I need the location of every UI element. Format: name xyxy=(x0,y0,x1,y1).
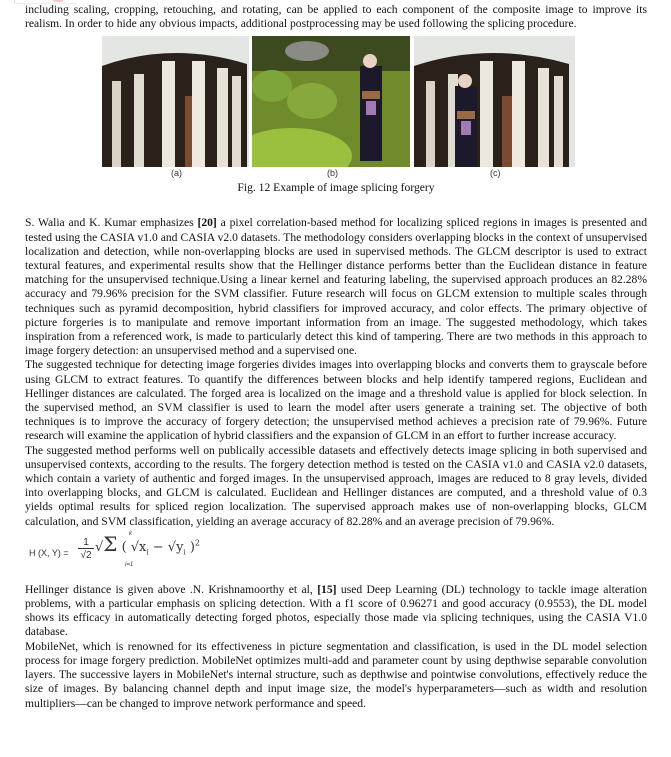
formula-denominator: √2 xyxy=(80,549,92,561)
panel-label-a: (a) xyxy=(171,168,182,179)
paragraph-technique: The suggested technique for detecting image forgeries divides images into overlapping blocks and converts them to grayscale before using GLCM to extract features. To quantify the differences between blocks and help identify tampered regions, Euclidean and Hellinger distances are calculated. The forged area is localized on the image and a threshold value is applied for block selection. In the supervised method, an SVM classifier is used to learn the model after users generate a training set. The objective of both techniques is to improve the accuracy of forgery detection; the unsupervised method achieves a precision rate of 79.96%. Future research will examine the application of hybrid classifiers and the expansion of GLCM in an effort to further increase accuracy. xyxy=(25,358,647,443)
figure-panel-b-garden-image xyxy=(252,36,410,167)
formula-fraction xyxy=(78,537,94,562)
paragraph-results: The suggested method performs well on publically accessible datasets and effectively detects image splicing in both supervised and unsupervised contexts, according to the results. The forgery detection method is tested on the CASIA v1.0 and CASIA v2.0 datasets, which contain a variety of authentic and forged images. In the unsupervised approach, images are reduced to 8 gray levels, divided into overlapping blocks, and GLCM is calculated. Euclidean and Hellinger distances are computed, and a threshold value of 0.3 yields optimal results for spliced region localization. The supervised approach makes use of non-overlapping blocks, GLCM calculation, and SVM classification, yielding an average accuracy of 82.28% and an average precision of 79.96%. xyxy=(25,443,647,528)
formula-lhs: H (X, Y) = xyxy=(29,547,69,558)
hellinger-distance-formula xyxy=(25,529,647,581)
formula-numerator: 1 xyxy=(78,537,94,549)
paragraph-text: used Deep Learning (DL) technology to tackle image alteration problems, with a particular emphasis on splicing detection. With a f1 score of 0.96271 and good accuracy (0.9553), the DL model shows its efficacy in automatically detecting forged photos, especially those made via splicing techniques, using the CASIA V1.0 database. xyxy=(25,582,648,639)
figure-panel-c-spliced-image xyxy=(414,36,575,167)
paragraph-text: Hellinger distance is given above .N. Krishnamoorthy et al, xyxy=(25,582,318,596)
citation-ref: [20] xyxy=(197,216,217,230)
formula-body: √Σ ( $√x_i - √y_i$ )$^2$ xyxy=(95,531,200,557)
citation-ref: [15] xyxy=(317,582,337,596)
paragraph-text: a pixel correlation-based method for localizing spliced regions in images is presented and tested using the CASIA v1.0 and CASIA v2.0 datasets. The methodology considers overlapping blocks in the context of unsupervised localization and detection, while non-overlapping blocks are used in supervised methods. The GLCM descriptor is used to extract textural features, and experimental results show that the Hellinger distance performs better than the Euclidean distance in feature matching for the unsupervised technique.Using a linear kernel and featuring labeling, the supervised approach produces an 82.28% accuracy and 79.96% precision for the SVM classifier. Future research will focus on GLCM extension to multiple scales through techniques such as pyramid decomposition, hybrid classifiers for improved accuracy, and color effects. The primary objective of picture forgeries is to manipulate and remove important information from an image. The suggested methodology, which takes inspiration from a referenced work, is made to particularly detect this kind of tampering. There are two methods in this approach to image forgery detection: an unsupervised method and a supervised one. xyxy=(25,216,647,358)
figure-caption: Fig. 12 Example of image splicing forgery xyxy=(237,181,435,195)
document-page xyxy=(25,3,647,711)
panel-label-c: (c) xyxy=(490,168,501,179)
paragraph-text: S. Walia and K. Kumar emphasizes xyxy=(25,216,198,230)
sum-lower-limit: i=1 xyxy=(125,561,134,568)
sum-upper-limit: k xyxy=(129,530,132,537)
paragraph-krishnamoorthy xyxy=(25,583,647,640)
paragraph-walia-kumar xyxy=(25,216,647,358)
figure-panel-a-temple-image xyxy=(102,36,249,167)
panel-label-b: (b) xyxy=(327,168,338,179)
paragraph-mobilenet: MobileNet, which is renowned for its effectiveness in picture segmentation and classification, is used in the DL model selection process for image forgery prediction. MobileNet optimizes multi-add and parameter count by using depthwise separable convolution layers. The successive layers in MobileNet's internal structure, such as depthwise and pointwise convolutions, effectively reduce the size of images. By balancing channel depth and input image size, the model's hyperparameters—such as width and resolution multipliers—can be changed to improve network performance and speed. xyxy=(25,639,647,710)
figure-12 xyxy=(25,36,647,198)
intro-paragraph: including scaling, cropping, retouching, and rotating, can be applied to each component of the composite image to improve its realism. In order to hide any obvious impacts, additional postprocessing may be used following the splicing procedure. xyxy=(25,3,647,31)
